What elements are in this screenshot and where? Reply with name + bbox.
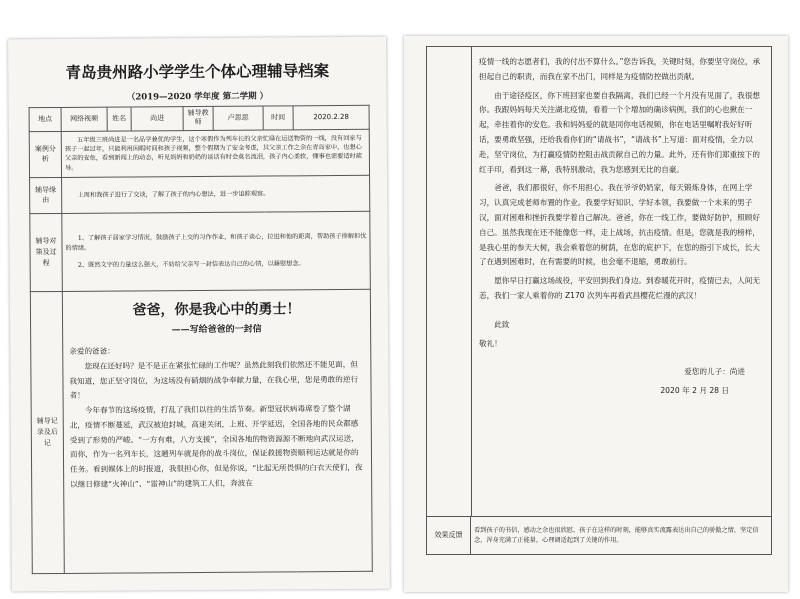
reason-text: 上周和我孩子进行了交谈，了解了孩子的内心想法，进一步追踪观察。: [62, 175, 370, 213]
place-value: 网络视频: [61, 107, 107, 131]
letter-paragraph-2: 今年春节的这场疫情，打乱了我们以往的生活节奏。新型冠状病毒席卷了整个湖北，疫情不断蔓延，武汉被迫封城，高速关闭，上班、开学延迟，全国各地的民众都感受到了形势的严峻。“一方有难，八方支援”，全国各地的物资源源不断地向武汉运送，而你，作为一名列车长，这趟列车就是你的战斗岗位，保证救援物资顺利运达就是你的任务。看到媒体上的时报道，我很担心你，但是你说，“比起无所畏惧的白衣天使们，夜以继日修建“火神山”、“雷神山”的建筑工人们，奔波在: [69, 404, 363, 489]
letter-closing-2: 敬礼！: [479, 338, 502, 348]
letter-date: 2020 年 2 月 28 日: [660, 386, 729, 396]
letter-continuation-box: [426, 46, 772, 517]
record-label: 辅导记录及后记: [30, 291, 64, 573]
letter-heading: 爸爸，你是我心中的勇士！: [132, 301, 301, 319]
effect-table: [426, 516, 772, 555]
right-page: [404, 36, 788, 592]
letter-subheading: ——写给爸爸的一封信: [171, 324, 262, 335]
name-label: 姓名: [107, 107, 131, 131]
time-label: 时间: [263, 106, 293, 130]
counselor-value: 卢思思: [213, 106, 263, 130]
measures-label: 辅导对策及过程: [30, 213, 63, 291]
counselor-label: 辅导教师: [183, 106, 213, 130]
time-value: 2020.2.28: [293, 105, 369, 129]
school-year: （2019—2020 学年度 第二学期 ）: [126, 91, 269, 103]
letter-paragraph-4: 由于途径疫区，你下班回家也要自我隔离，我们已经一个月没有见面了，我很想你。我跟妈妈每天关注湖北疫情，看着一个个增加的确诊病例，我们的心也揪在一起，牵挂着你的安危。我和妈妈爱的就是同你电话视频，你在电话里嘱咐我好好听话，要勇敢坚强，还给我看你们的“请战书”，“请战书”上写道：面对疫情，全力以赴，坚守岗位，为打赢疫情防控阻击战贡献自己的力量。此外，还有你们郑重按下的红手印，看到这一幕，我特别激动，我为您感到无比的自豪。: [479, 90, 760, 174]
letter-continuation: [479, 55, 765, 403]
measure-1: 1、了解孩子居家学习情况，鼓励孩子上交的习作作业，和孩子谈心，拉进和他的距离，帮助孩子排解担忧的情绪。: [65, 233, 367, 252]
column-divider: [471, 47, 472, 517]
reason-label: 辅导缘由: [30, 177, 62, 213]
letter-paragraph-3: 疫情一线的志愿者们，我的付出不算什么。”您告诉我，关键时刻，你要坚守岗位，承担起自己的职责，而我在家不出门，同样是为疫情防控做出贡献。: [479, 57, 761, 81]
left-page: [8, 37, 390, 592]
place-label: 地点: [29, 107, 61, 131]
counseling-form: [29, 105, 373, 574]
letter-paragraph-5: 爸爸，我们都很好，你不用担心。我在爷爷奶奶家，每天锻炼身体，在网上学习，认真完成老师布置的作业。我要学好知识、学好本领，我要做一个未来的男子汉，面对困难和挫折我要学着自己解决。爸爸，你在一线工作，要做好防护，照顾好自己。虽然我现在还不能像您一样，走上战场，抗击疫情。但是，您就是我的榜样，是我心里的参天大树，我会乘着您的树荫，在您的庇护下，在您的指引下成长，长大了在遇到困难时，在有需要的时候，也会毫不退缩，勇敢前行。: [479, 183, 760, 267]
letter-salutation: 亲爱的爸爸：: [69, 346, 115, 356]
measures-cell: [62, 211, 371, 291]
effect-label: 效果反馈: [427, 517, 471, 555]
measure-2: 2、既然文字的力量这么强大，不妨给父亲写一封信表达自己的心情，以藉慰想念。: [78, 260, 305, 269]
name-value: 尚进: [131, 107, 183, 131]
document-title: 青岛贵州路小学学生个体心理辅导档案: [65, 61, 330, 82]
case-label: 案例分析: [29, 131, 61, 177]
letter-signature: 爱您的儿子：尚进: [684, 367, 745, 377]
effect-text: 看到孩子的书信，感动之余也很欣慰，孩子在这样的时刻，能够真实流露表达出自己的骄傲之情，坚定信念，浑身充满了正能量，心理调适起到了关键的作用。: [471, 517, 772, 555]
letter-paragraph-1: 您现在还好吗？是不是正在紧张忙碌的工作呢？虽然此刻我们依然还不能见面，但我知道，您正坚守岗位，为这场没有硝烟的战争奉献力量，在我心里，您是勇敢的逆行者！: [69, 359, 359, 401]
case-text: 五年级三班尚进是一名品学兼优的学生，这个寒假作为列车长的父亲忙碌在运送物资的一线，没有回家与孩子一起过年，只能利用闲暇时间和孩子视频，整个假期为了安全考虑，其父亲工作之余在青岛家中，也想心父亲的安危，看到新闻上的动态，听见妈妈和奶奶的谈话有时会莫名流泪，孩子内心柔软，懂事也需要适时疏导。: [61, 129, 369, 177]
letter-closing-1: 此致: [494, 319, 510, 329]
letter-paragraph-6: 愿你早日打赢这场战役，平安回到我们身边。到春暖花开时，疫情已去，人间无恙，我们一家人乘着你的 Z170 次列车再看武昌樱花烂漫的武汉！: [479, 276, 760, 300]
letter-cell: [62, 289, 372, 573]
